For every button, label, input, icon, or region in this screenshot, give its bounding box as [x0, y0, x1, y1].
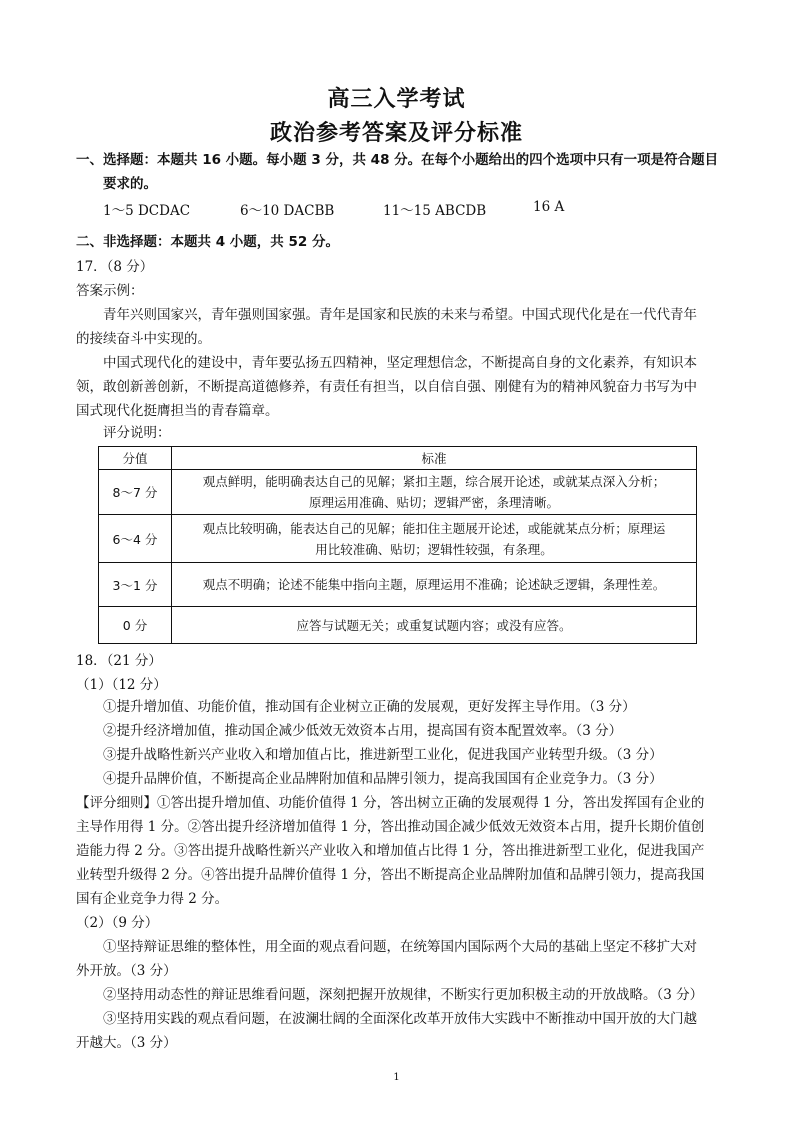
standard-line: 观点不明确；论述不能集中指向主题，原理运用不准确；论述缺乏逻辑，条理性差。	[202, 577, 666, 592]
q17-paragraph2-line1: 中国式现代化的建设中，青年要弘扬五四精神，坚定理想信念，不断提高自身的文化素养，有知识本	[103, 355, 697, 371]
table-row	[99, 563, 697, 607]
q17-paragraph1-line2: 的接续奋斗中实现的。	[76, 331, 211, 347]
standard-line: 用比较准确、贴切；逻辑性较强，有条理。	[315, 541, 553, 557]
table-header-points: 分值	[99, 447, 172, 470]
table-header-row	[99, 447, 697, 470]
table-cell-standard	[172, 607, 697, 644]
q18-part2-line: 外开放。（3 分）	[76, 963, 177, 979]
table-cell-standard	[172, 563, 697, 607]
table-cell-standard	[172, 470, 697, 515]
table-cell-points: 6～4 分	[99, 515, 172, 563]
table-cell-points: 0 分	[99, 607, 172, 644]
q17-example-label: 答案示例：	[76, 283, 144, 299]
table-cell-points: 8～7 分	[99, 470, 172, 515]
table-row	[99, 607, 697, 644]
q17-scoring-label: 评分说明：	[103, 425, 171, 441]
q18-rubric-line: 【评分细则】①答出提升增加值、功能价值得 1 分，答出树立正确的发展观得 1 分，答出发挥国有企业的	[76, 795, 705, 811]
table-row	[99, 515, 697, 563]
table-cell-points: 3～1 分	[99, 563, 172, 607]
section1-heading-line1: 一、选择题：本题共 16 小题。每小题 3 分，共 48 分。在每个小题给出的四个选项中只有一项是符合题目	[76, 152, 719, 168]
standard-line: 原理运用准确、贴切；逻辑严密，条理清晰。	[308, 495, 559, 510]
q17-label: 17．（8 分）	[76, 259, 154, 275]
q18-rubric-line: 业转型升级得 2 分。④答出提升品牌价值得 1 分，答出不断提高企业品牌附加值和品牌引领力，提高我国	[76, 867, 705, 883]
scoring-table	[98, 446, 697, 644]
q18-part2-line: ③坚持用实践的观点看问题，在波澜壮阔的全面深化改革开放伟大实践中不断推动中国开放的大门越	[103, 1011, 697, 1027]
standard-line: 观点比较明确，能表达自己的见解；能扣住主题展开论述，或能就某点分析；原理运	[202, 520, 666, 536]
q18-part2-line: 开越大。（3 分）	[76, 1035, 177, 1051]
answer-group-1: 1～5 DCDAC	[103, 203, 191, 219]
q18-part1-item: ③提升战略性新兴产业收入和增加值占比，推进新型工业化，促进我国产业转型升级。（3 分）	[103, 747, 663, 763]
answer-group-3: 11～15 ABCDB	[383, 203, 487, 219]
q18-rubric-line: 主导作用得 1 分。②答出提升经济增加值得 1 分，答出推动国企减少低效无效资本占用，提升长期价值创	[76, 819, 705, 835]
q17-paragraph1-line1: 青年兴则国家兴，青年强则国家强。青年是国家和民族的未来与希望。中国式现代化是在一代代青年	[103, 307, 697, 323]
section2-heading: 二、非选择题：本题共 4 小题，共 52 分。	[76, 234, 339, 250]
q18-rubric-line: 国有企业竞争力得 2 分。	[76, 891, 229, 907]
q17-paragraph2-line3: 国式现代化挺膺担当的青春篇章。	[76, 403, 279, 419]
q18-label: 18．（21 分）	[76, 653, 162, 669]
q18-part2-label: （2）（9 分）	[76, 915, 159, 931]
q18-part2-line: ②坚持用动态性的辩证思维看问题，深刻把握开放规律，不断实行更加积极主动的开放战略。（3 分）	[103, 987, 704, 1003]
section1-heading-line2: 要求的。	[103, 176, 157, 192]
page-title: 高三入学考试	[327, 87, 466, 112]
q18-rubric-line: 造能力得 2 分。③答出提升战略性新兴产业收入和增加值占比得 1 分，答出推进新型工业化，促进我国产	[76, 843, 705, 859]
table-row	[99, 470, 697, 515]
standard-line: 观点鲜明，能明确表达自己的见解；紧扣主题，综合展开论述，或就某点深入分析；	[202, 474, 666, 489]
page-subtitle: 政治参考答案及评分标准	[269, 121, 523, 146]
q18-part1-label: （1）（12 分）	[76, 677, 167, 693]
table-cell-standard	[172, 515, 697, 563]
q18-part1-item: ②提升经济增加值，推动国企减少低效无效资本占用，提高国有资本配置效率。（3 分）	[103, 723, 623, 739]
page-number: 1	[393, 1072, 400, 1083]
q18-part1-item: ④提升品牌价值，不断提高企业品牌附加值和品牌引领力，提高我国国有企业竞争力。（3 分）	[103, 771, 663, 787]
answer-group-4: 16 A	[533, 199, 565, 215]
answer-group-2: 6～10 DACBB	[240, 203, 335, 219]
q17-paragraph2-line2: 领，敢创新善创新，不断提高道德修养，有责任有担当，以自信自强、刚健有为的精神风貌奋力书写为中	[76, 379, 697, 395]
q18-part2-line: ①坚持辩证思维的整体性，用全面的观点看问题，在统筹国内国际两个大局的基础上坚定不移扩大对	[103, 939, 697, 955]
table-header-standard: 标准	[172, 447, 697, 470]
q18-part1-item: ①提升增加值、功能价值，推动国有企业树立正确的发展观，更好发挥主导作用。（3 分）	[103, 699, 636, 715]
standard-line: 应答与试题无关；或重复试题内容；或没有应答。	[296, 617, 572, 633]
